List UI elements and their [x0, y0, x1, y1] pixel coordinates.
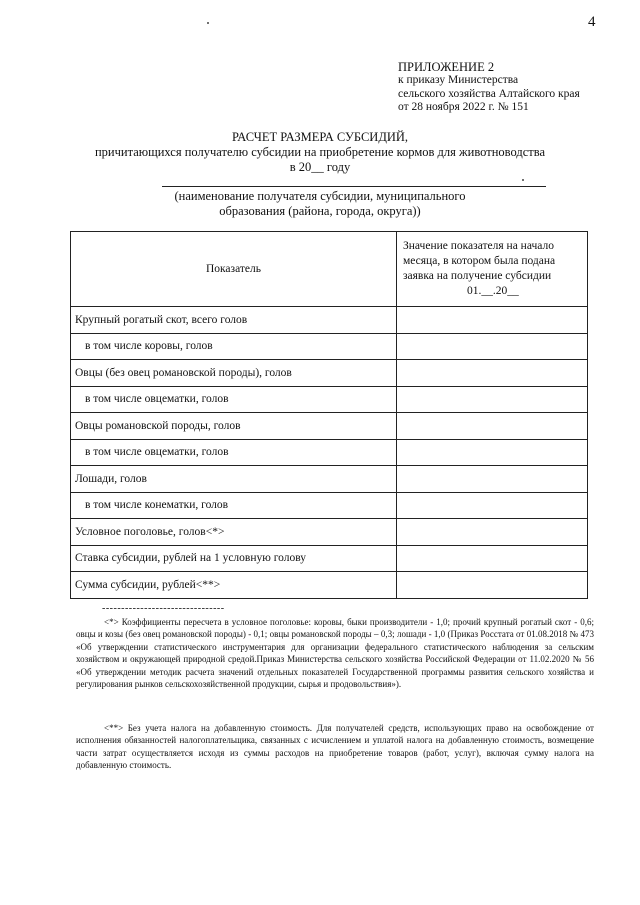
header-value: [397, 232, 588, 307]
table-row: [71, 466, 588, 493]
table-row: [71, 360, 588, 387]
row-label: в том числе конематки, голов: [71, 492, 397, 519]
table-row: [71, 492, 588, 519]
row-label: Сумма субсидии, рублей<**>: [71, 572, 397, 599]
table-row: [71, 545, 588, 572]
table-row: [71, 307, 588, 334]
value-cell[interactable]: [397, 333, 588, 360]
appendix-line: к приказу Министерства: [398, 74, 519, 86]
value-cell[interactable]: [397, 519, 588, 546]
row-label: Овцы романовской породы, голов: [71, 413, 397, 440]
value-cell[interactable]: [397, 439, 588, 466]
value-cell[interactable]: [397, 572, 588, 599]
value-cell[interactable]: [397, 307, 588, 334]
document-title: РАСЧЕТ РАЗМЕРА СУБСИДИЙ,: [231, 130, 409, 144]
header-value-line: Значение показателя на начало: [403, 240, 554, 252]
footnote-vat: <**> Без учета налога на добавленную стоимость. Для получателей средств, использующих право на освобождение от исполнения обязанностей налогоплательщика, связанных с исчислением и уплатой налога на добавленную стоимость, возмещение части затрат осуществляется исходя из суммы расходов на приобретение товаров (работ, услуг), включая сумму налога на добавленную стоимость.: [76, 723, 594, 771]
row-label: в том числе овцематки, голов: [71, 439, 397, 466]
header-indicator: Показатель: [71, 232, 397, 307]
row-label: Крупный рогатый скот, всего голов: [71, 307, 397, 334]
header-value-line: месяца, в котором была подана: [403, 255, 556, 267]
scan-speck: [207, 22, 209, 24]
table-row: [71, 519, 588, 546]
header-value-line: 01.__.20__: [467, 285, 519, 297]
document-year-line: в 20__ году: [289, 160, 351, 174]
value-cell[interactable]: [397, 360, 588, 387]
page-number: 4: [588, 14, 596, 30]
table-row: [71, 572, 588, 599]
subsidy-table: [70, 231, 588, 599]
document-subtitle: причитающихся получателю субсидии на приобретение кормов для животноводства: [94, 145, 545, 159]
table-row: [71, 333, 588, 360]
row-label: Лошади, голов: [71, 466, 397, 493]
value-cell[interactable]: [397, 466, 588, 493]
row-label: Ставка субсидии, рублей на 1 условную голову: [71, 545, 397, 572]
appendix-line: сельского хозяйства Алтайского края: [398, 87, 580, 100]
footnote-coefficients: <*> Коэффициенты пересчета в условное поголовье: коровы, быки производители - 1,0; прочий крупный рогатый скот - 0,6; овцы и козы (без овец романовской породы) - 0,1; овцы романовской породы – 0,3; лошади - 1,0 (Приказ Росстата от 01.08.2018 № 473 «Об утверждении статистического инструментария для организации федерального статистического наблюдения за сельским хозяйством и окружающей природной средой.Приказ Министерства сельского хозяйства Российской Федерации от 11.02.2020 № 56 «Об утверждении методик расчета значений отдельных показателей Государственной программы развития сельского хозяйства и регулирования рынков сельскохозяйственной продукции, сырья и продовольствия»).: [76, 617, 594, 690]
appendix-heading: ПРИЛОЖЕНИЕ 2: [398, 60, 495, 74]
table-row: [71, 413, 588, 440]
appendix-line: от 28 ноября 2022 г. № 151: [398, 101, 529, 113]
row-label: Овцы (без овец романовской породы), голов: [71, 360, 397, 387]
recipient-caption: (наименование получателя субсидии, муниципального: [174, 189, 466, 203]
table-row: [71, 439, 588, 466]
value-cell[interactable]: [397, 413, 588, 440]
value-cell[interactable]: [397, 545, 588, 572]
footnote-separator: --------------------------------: [102, 603, 225, 614]
row-label: в том числе овцематки, голов: [71, 386, 397, 413]
header-value-line: заявка на получение субсидии: [403, 270, 552, 282]
table-row: [71, 386, 588, 413]
row-label: в том числе коровы, голов: [71, 333, 397, 360]
recipient-underline: [162, 186, 546, 187]
scan-speck: [522, 179, 524, 181]
row-label: Условное поголовье, голов<*>: [71, 519, 397, 546]
appendix-block: [398, 60, 580, 115]
value-cell[interactable]: [397, 492, 588, 519]
recipient-caption: образования (района, города, округа)): [219, 204, 421, 218]
value-cell[interactable]: [397, 386, 588, 413]
